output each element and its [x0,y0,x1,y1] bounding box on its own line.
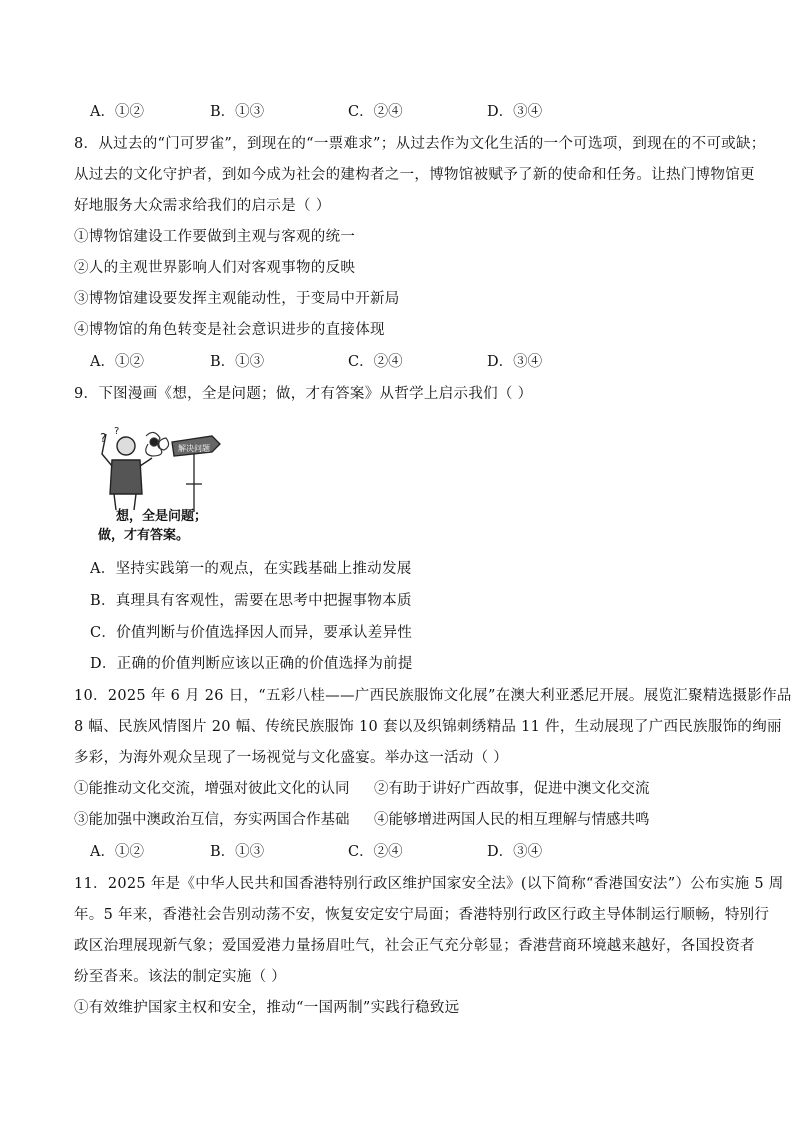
q10-item-3: ③能加强中澳政治互信，夯实两国合作基础 [74,812,350,828]
q8-options [90,352,730,372]
q8-stem-line-2: 从过去的文化守护者，到如今成为社会的建构者之一，博物馆被赋予了新的使命和任务。让热门博物馆更 [74,167,755,183]
q8-item-4: ④博物馆的角色转变是社会意识进步的直接体现 [74,322,385,338]
q8-stem-line-1: 8．从过去的“门可罗雀”，到现在的“一票难求”；从过去作为文化生活的一个可选项，到现在的不可或缺； [74,136,766,152]
cartoon-caption-line-2: 做，才有答案。 [98,528,190,543]
q10-stem-line-2: 8 幅、民族风情图片 20 幅、传统民族服饰 10 套以及织锦刺绣精品 11 件，生动展现了广西民族服饰的绚丽 [74,719,782,735]
q8-option-a[interactable]: A．①② [90,354,144,370]
q10-option-b[interactable]: B．①③ [210,844,265,860]
q11-stem-line-3: 政区治理展现新气象；爱国爱港力量扬眉吐气，社会正气充分彰显；香港营商环境越来越好，各国投资者 [74,938,755,954]
q8-option-b[interactable]: B．①③ [210,354,265,370]
q10-items-row-2 [74,810,734,830]
q8-option-d[interactable]: D．③④ [487,354,543,370]
q10-stem-line-3: 多彩，为海外观众呈现了一场视觉与文化盛宴。举办这一活动（ ） [74,750,509,766]
svg-text:?: ? [114,426,120,437]
q9-choice-c[interactable]: C．价值判断与价值选择因人而异，要承认差异性 [90,625,413,641]
cartoon-caption-line-1: 想，全是问题； [116,509,208,524]
q10-item-4: ④能够增进两国人民的相互理解与情感共鸣 [374,812,650,828]
q9-stem: 9．下图漫画《想，全是问题；做，才有答案》从哲学上启示我们（ ） [74,386,533,402]
q7-option-b[interactable]: B．①③ [210,104,265,120]
q9-choice-b[interactable]: B．真理具有客观性，需要在思考中把握事物本质 [90,593,412,609]
q10-option-a[interactable]: A．①② [90,844,144,860]
q10-option-d[interactable]: D．③④ [487,844,543,860]
q8-option-c[interactable]: C．②④ [348,354,403,370]
q7-option-d[interactable]: D．③④ [487,104,543,120]
q10-stem-line-1: 10．2025 年 6 月 26 日，“五彩八桂——广西民族服饰文化展”在澳大利亚悉尼开展。展览汇聚精选摄影作品 [74,688,792,704]
q11-stem-line-4: 纷至沓来。该法的制定实施（ ） [74,969,287,985]
q10-option-c[interactable]: C．②④ [348,844,403,860]
q7-options [90,102,730,122]
q7-option-a[interactable]: A．①② [90,104,144,120]
q8-stem-line-3: 好地服务大众需求给我们的启示是（ ） [74,198,331,214]
q9-choice-a[interactable]: A．坚持实践第一的观点，在实践基础上推动发展 [90,561,412,577]
q10-item-1: ①能推动文化交流，增强对彼此文化的认同 [74,781,350,797]
q10-options [90,842,730,862]
q10-item-2: ②有助于讲好广西故事，促进中澳文化交流 [374,781,650,797]
q11-stem-line-2: 年。5 年来，香港社会告别动荡不安，恢复安定安宁局面；香港特别行政区行政主导体制运行顺畅，特别行 [74,907,770,923]
q8-item-3: ③博物馆建设要发挥主观能动性，于变局中开新局 [74,291,400,307]
q8-item-2: ②人的主观世界影响人们对客观事物的反映 [74,260,356,276]
q9-cartoon-image [94,424,234,544]
q11-stem-line-1: 11．2025 年是《中华人民共和国香港特别行政区维护国家安全法》(以下简称“香港国安法”）公布实施 5 周 [74,876,784,892]
svg-text:?: ? [100,431,107,445]
cartoon-sign-text: 解决问题 [178,444,210,453]
q11-item-1: ①有效维护国家主权和安全，推动“一国两制”实践行稳致远 [74,1000,460,1016]
q7-option-c[interactable]: C．②④ [348,104,403,120]
q10-items-row-1 [74,779,734,799]
q9-choice-d[interactable]: D．正确的价值判断应该以正确的价值选择为前提 [90,656,413,672]
q8-item-1: ①博物馆建设工作要做到主观与客观的统一 [74,229,356,245]
